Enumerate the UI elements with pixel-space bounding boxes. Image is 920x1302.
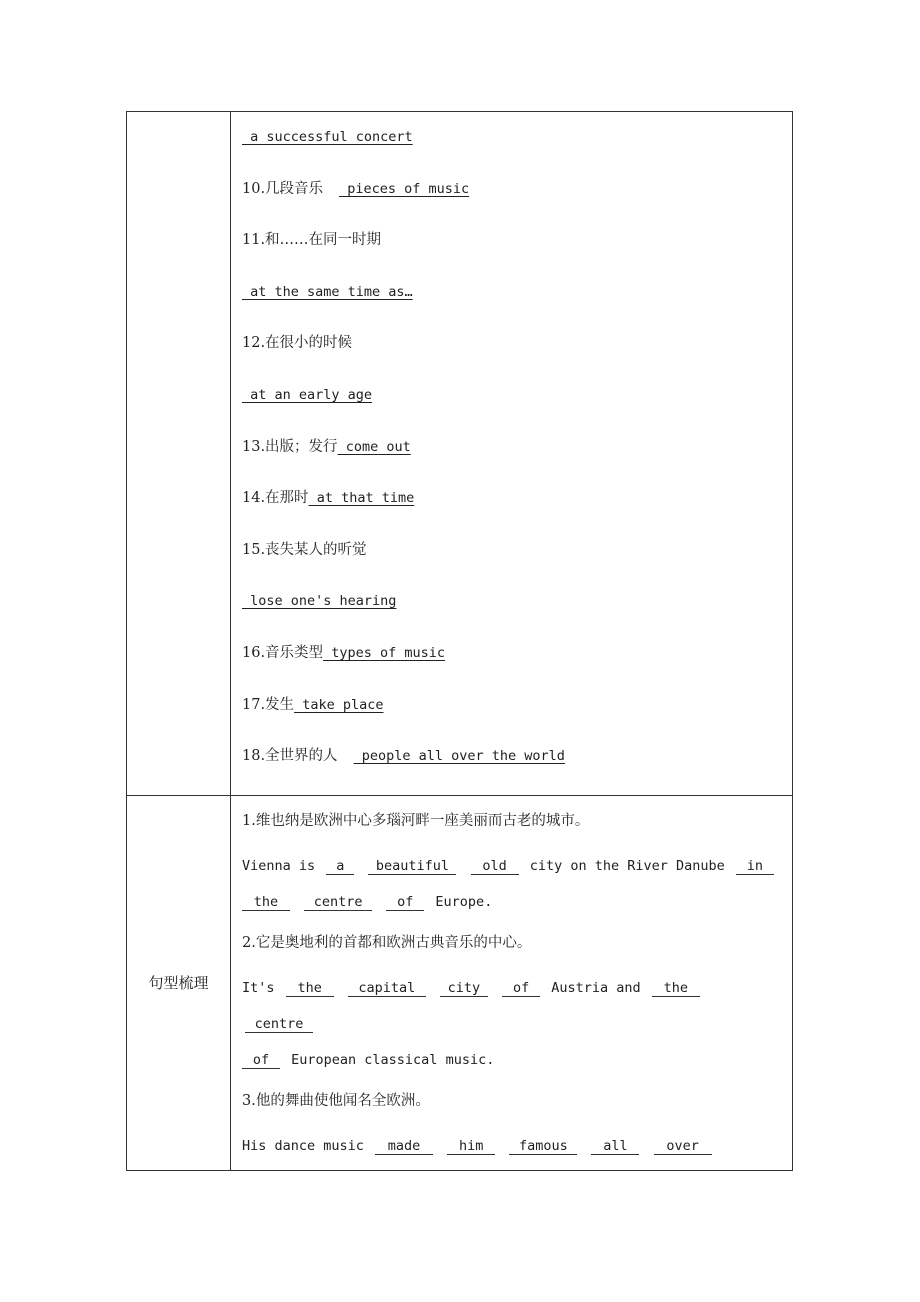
sentence-text: It's [242, 979, 275, 996]
vocab-row [127, 112, 793, 796]
sentence-2-english [242, 970, 784, 1078]
answer-blank: all [591, 1138, 639, 1155]
sentence-3-chinese: 3.他的舞曲使他闻名全欧洲。 [242, 1092, 430, 1109]
vocab-chinese: 16.音乐类型 [242, 644, 324, 661]
vocab-chinese: 14.在那时 [242, 490, 309, 507]
answer-blank: of [386, 894, 424, 911]
vocab-chinese: 13.出版；发行 [242, 438, 338, 455]
answer-blank: beautiful [368, 858, 456, 875]
sentence-text: European classical music. [291, 1051, 495, 1068]
vocab-line [242, 273, 784, 325]
vocab-answer: at that time [308, 490, 415, 507]
answer-blank: famous [509, 1138, 577, 1155]
vocab-chinese: 17.发生 [242, 696, 295, 713]
vocab-chinese: 12.在很小的时候 [242, 335, 353, 352]
vocab-answer: take place [294, 696, 384, 713]
answer-blank: over [654, 1138, 712, 1155]
sentence-1-english [242, 848, 784, 920]
answer-blank: in [736, 858, 774, 875]
sentence-text: Europe. [435, 893, 493, 910]
vocab-line [242, 737, 784, 789]
sentence-text: city on the River Danube [529, 857, 725, 874]
answer-blank: him [447, 1138, 495, 1155]
vocab-line [242, 582, 784, 634]
vocab-line [242, 324, 784, 376]
answer-blank: centre [304, 894, 372, 911]
vocab-answer: pieces of music [339, 180, 470, 197]
vocab-answer: at an early age [242, 386, 373, 403]
vocab-chinese: 18.全世界的人 [242, 748, 338, 765]
sentence-1-chinese: 1.维也纳是欧洲中心多瑙河畔一座美丽而古老的城市。 [242, 812, 590, 829]
vocab-line [242, 221, 784, 273]
answer-blank: a [326, 858, 354, 875]
vocab-chinese: 15.丧失某人的听觉 [242, 541, 367, 558]
answer-blank: capital [348, 980, 426, 997]
answer-blank: centre [245, 1016, 313, 1033]
exercise-table [126, 111, 793, 1171]
sentence-label-cell [127, 795, 231, 1170]
answer-blank: of [502, 980, 540, 997]
answer-blank: the [652, 980, 700, 997]
vocab-line [242, 531, 784, 583]
answer-blank: of [242, 1052, 280, 1069]
sentence-text: His dance music [242, 1137, 364, 1154]
answer-blank: the [286, 980, 334, 997]
vocab-line [242, 170, 784, 222]
vocab-chinese: 11.和……在同一时期 [242, 232, 382, 249]
sentence-content-cell [231, 795, 793, 1170]
vocab-content-cell [231, 112, 793, 796]
vocab-line [242, 428, 784, 480]
vocab-answer: people all over the world [353, 748, 565, 765]
vocab-line [242, 686, 784, 738]
vocab-line [242, 118, 784, 170]
sentence-text: Vienna is [242, 857, 316, 874]
vocab-list [231, 112, 792, 795]
vocab-answer: come out [337, 438, 411, 455]
answer-blank: the [242, 894, 290, 911]
sentence-3-english [242, 1128, 784, 1164]
vocab-answer: a successful concert [242, 129, 413, 145]
sentence-row [127, 795, 793, 1170]
vocab-line [242, 479, 784, 531]
sentence-2-chinese: 2.它是奥地利的首都和欧洲古典音乐的中心。 [242, 934, 532, 951]
vocab-answer: lose one's hearing [242, 593, 397, 610]
vocab-line [242, 376, 784, 428]
vocab-chinese: 10.几段音乐 [242, 180, 324, 197]
answer-blank: made [375, 1138, 433, 1155]
vocab-label-cell [127, 112, 231, 796]
vocab-answer: types of music [323, 644, 445, 661]
sentence-text: Austria and [551, 979, 641, 996]
vocab-line [242, 634, 784, 686]
vocab-answer: at the same time as… [242, 283, 413, 300]
section-label: 句型梳理 [148, 974, 209, 993]
answer-blank: city [440, 980, 488, 997]
answer-blank: old [471, 858, 519, 875]
